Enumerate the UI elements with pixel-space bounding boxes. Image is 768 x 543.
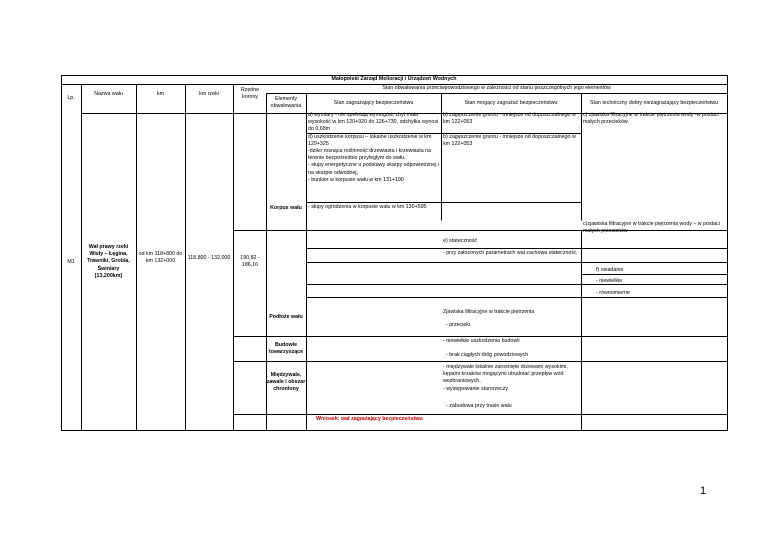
conclusion-text: Wniosek: wał zagrażający bezpieczeństwu [316, 416, 423, 422]
osiadanie-niewielkie: - niewielkie [596, 278, 623, 284]
budowle-drogi: - brak ciągłych dróg powodziowych [446, 352, 529, 358]
row-nazwa-walu: Wał prawy rzeki Wisły – Łęgina, Trawniki, Grobla, Świniary [13,200km] [87, 244, 130, 279]
header-stan-main: Stan obwałowania przeciwpowodziowego w zależności od stanu poszczególnych jego elementów [382, 85, 611, 91]
miedzywale-zarosniete: - międzywale lokalnie zarośnięte drzewami wysokimi, kępami krzaków mogącymi utrudniać przepływ wód wezbraniowych, - występowanie starorzeczy [443, 364, 568, 392]
header-km: km [156, 91, 165, 97]
row-lp: M1 [67, 259, 75, 265]
korpus-dobry-text-1: c) zjawiska filtracyjne w trakcie piętrzenia wody -w postaci małych przecieków [583, 112, 719, 126]
header-km-rzeki: km rzeki [199, 91, 219, 97]
header-elementy: Elementy obwałowania [270, 96, 302, 110]
statecznosc-note: - przy założonych parametrach wał zachowa stateczność [443, 250, 577, 256]
element-miedzywale: Międzywale, zawale i obszar chroniony [266, 372, 306, 393]
header-stan-mogacy: Stan mogący zagrażać bezpieczeństwu [464, 100, 558, 106]
korpus-zagrazajacy-ogrodzenie: - słupy ogrodzenia w korpusie wału w km 130+595 [308, 204, 427, 210]
element-korpus-walu: Korpus wału [270, 205, 302, 211]
header-lp: Lp. [67, 95, 75, 101]
document-title: Małopolski Zarząd Melioracji i Urządzeń Wodnych [331, 76, 457, 82]
statecznosc-label: e) stateczność [443, 238, 478, 244]
korpus-zagrazajacy-text: a) wymiary - nie spełniają wymogów, zbyt mała wysokość w km 120+920 do 126+730, odchyłka wynosi do 0,68m d) uszkodzenie korpusu – lokalne uszkodzenie w km 129+325 -dziko rosnąca roślinność drzewiasta i krzewiasta na terenie bezpośrednio przyległym do wału. - słupy energetyczne u podstawy skarpy odpowietrznej i na skarpie odwodnej, - bunkier w korpusie wału w km 131+190 [308, 112, 440, 183]
podloze-przecieki: - przecieki [446, 322, 471, 328]
osiadanie-label: f) osiadanie [596, 267, 624, 273]
korpus-mogacy-text-1: b) zagęszczenie gruntu - mniejsze od dopuszczalnego w km 122+053 [443, 112, 576, 126]
korpus-dobry-text-2: c)zjawiska filtracyjne w trakcie piętrzenia wody – w postaci małych przecieków [583, 221, 720, 235]
element-podloze-walu: Podłoże wału [269, 314, 303, 320]
header-stan-zagrazajacy: Stan zagrażający bezpieczeństwu [333, 100, 414, 106]
element-budowle-towarzyszace: Budowle towarzyszące [268, 342, 304, 356]
korpus-mogacy-text-2: b) zagęszczenie gruntu - mniejsze od dopuszczalnego w km 122+053 [443, 134, 576, 148]
row-rzedne: 190,82 - 186,16 [240, 255, 260, 269]
row-km: od km 118+800 do km 132+000 [138, 251, 183, 265]
header-stan-dobry: Stan techniczny dobry niezagrażający bezpieczeństwu [589, 100, 719, 106]
page-number: 1 [700, 485, 707, 497]
miedzywale-zabudowa: - zabudowa przy trasie wału [446, 403, 512, 409]
header-rzedne-korony: Rzędne korony [240, 87, 260, 101]
row-km-rzeki: 118,800 - 132,000 [187, 255, 231, 261]
header-nazwa-walu: Nazwa wału [94, 91, 123, 97]
osiadanie-rownomierne: - równomierne [596, 290, 630, 296]
podloze-filtracja: Zjawiska filtracyjne w trakcie piętrzenia [443, 309, 535, 315]
budowle-uszkodzenia: - niewielkie uszkodzenia budowli [443, 338, 520, 344]
